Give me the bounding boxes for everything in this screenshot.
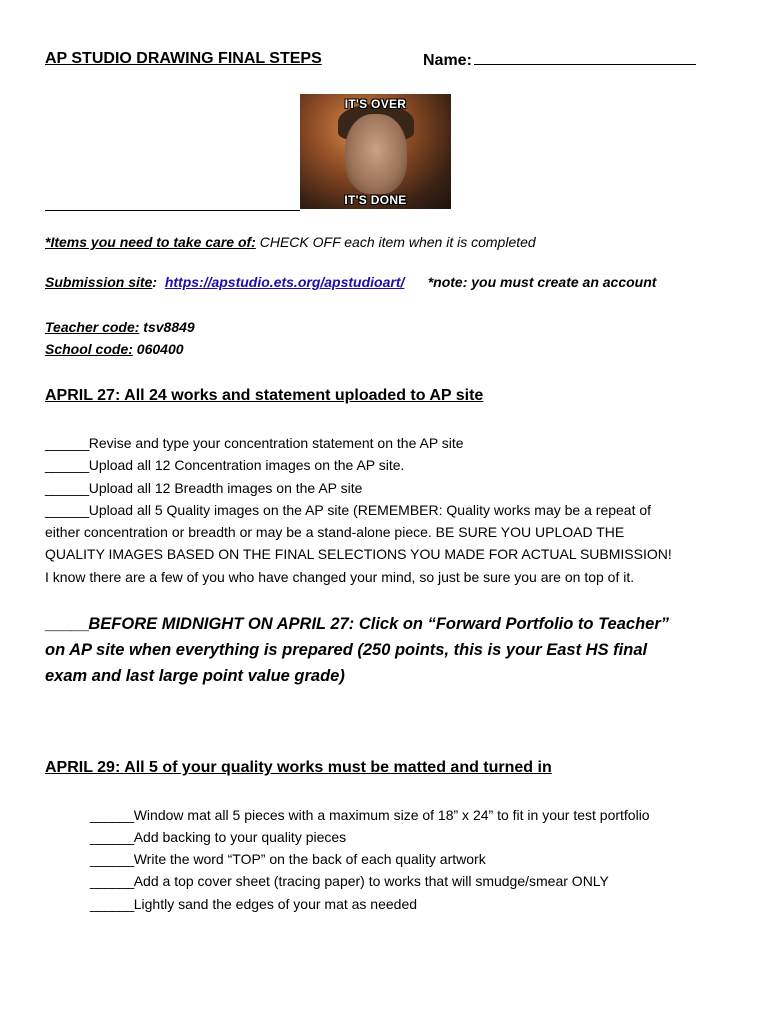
april29-item-4-text: Add a top cover sheet (tracing paper) to works that will smudge/smear ONLY (133, 873, 609, 889)
checkbox-blank: ______ (90, 851, 134, 867)
april29-heading: APRIL 29: All 5 of your quality works must be matted and turned in (45, 759, 552, 776)
checkbox-blank: ______ (45, 502, 89, 518)
april29-item-3-text: Write the word “TOP” on the back of each quality artwork (133, 851, 486, 867)
checkbox-blank: ______ (45, 480, 89, 496)
items-intro-text: CHECK OFF each item when it is completed (255, 234, 536, 250)
april27-item-4-text: Upload all 5 Quality images on the AP site (REMEMBER: Quality works may be a repeat of (88, 502, 652, 518)
submission-colon: : (152, 274, 165, 290)
teacher-code-label: Teacher code: (45, 319, 140, 335)
checkbox-blank: ______ (45, 435, 89, 451)
midnight-line-2: on AP site when everything is prepared (250 points, this is your East HS final (45, 641, 648, 659)
april29-item-4[interactable] (90, 870, 609, 892)
april29-item-1[interactable] (90, 804, 650, 826)
april27-item-3[interactable] (45, 477, 362, 499)
teacher-code-value: tsv8849 (139, 319, 195, 335)
page-title: AP STUDIO DRAWING FINAL STEPS (45, 50, 322, 67)
submission-gap (404, 274, 427, 290)
checkbox-blank: ______ (90, 873, 134, 889)
checkbox-blank: ______ (90, 829, 134, 845)
school-code-value: 060400 (132, 341, 184, 357)
april27-continuation-1: either concentration or breadth or may be a stand-alone piece. BE SURE YOU UPLOAD THE (45, 524, 625, 540)
items-intro (45, 234, 536, 250)
school-code-line (45, 341, 184, 357)
april27-item-2[interactable] (45, 454, 404, 476)
april27-heading: APRIL 27: All 24 works and statement uploaded to AP site (45, 387, 484, 404)
april29-item-1-text: Window mat all 5 pieces with a maximum size of 18” x 24” to fit in your test portfolio (133, 807, 650, 823)
midnight-line-1[interactable] (45, 611, 669, 637)
checkbox-blank: ______ (90, 896, 134, 912)
midnight-line-1-text: BEFORE MIDNIGHT ON APRIL 27: Click on “Forward Portfolio to Teacher” (88, 615, 670, 633)
name-field[interactable] (423, 50, 696, 70)
checkbox-blank: ______ (90, 807, 134, 823)
april29-item-2[interactable] (90, 826, 346, 848)
meme-image (300, 94, 451, 209)
submission-label: Submission site (45, 274, 153, 290)
april29-item-5[interactable] (90, 893, 417, 915)
meme-face-shape (345, 114, 407, 194)
april29-item-3[interactable] (90, 848, 486, 870)
name-blank-line (474, 50, 696, 65)
meme-bottom-text: IT'S DONE (344, 193, 407, 207)
checkbox-blank: ______ (45, 457, 89, 473)
midnight-line-3: exam and last large point value grade) (45, 667, 345, 685)
checkbox-blank: _____ (45, 615, 89, 633)
teacher-code-line (45, 319, 195, 335)
april27-continuation-2: QUALITY IMAGES BASED ON THE FINAL SELECTIONS YOU MADE FOR ACTUAL SUBMISSION! (45, 546, 672, 562)
april27-item-2-text: Upload all 12 Concentration images on the AP site. (88, 457, 405, 473)
name-label: Name: (423, 52, 472, 69)
april29-item-2-text: Add backing to your quality pieces (133, 829, 347, 845)
submission-line (45, 274, 656, 290)
school-code-label: School code: (45, 341, 133, 357)
april29-item-5-text: Lightly sand the edges of your mat as needed (133, 896, 418, 912)
signature-line (45, 210, 300, 211)
submission-note: *note: you must create an account (427, 274, 657, 290)
april27-item-1-text: Revise and type your concentration statement on the AP site (88, 435, 464, 451)
april27-item-1[interactable] (45, 432, 464, 454)
submission-link[interactable]: https://apstudio.ets.org/apstudioart/ (164, 274, 405, 290)
april27-item-4[interactable] (45, 499, 651, 521)
meme-top-text: IT'S OVER (344, 97, 407, 111)
april27-continuation-3: I know there are a few of you who have changed your mind, so just be sure you are on top of it. (45, 569, 635, 585)
items-intro-label: *Items you need to take care of: (45, 234, 256, 250)
april27-item-3-text: Upload all 12 Breadth images on the AP site (88, 480, 363, 496)
